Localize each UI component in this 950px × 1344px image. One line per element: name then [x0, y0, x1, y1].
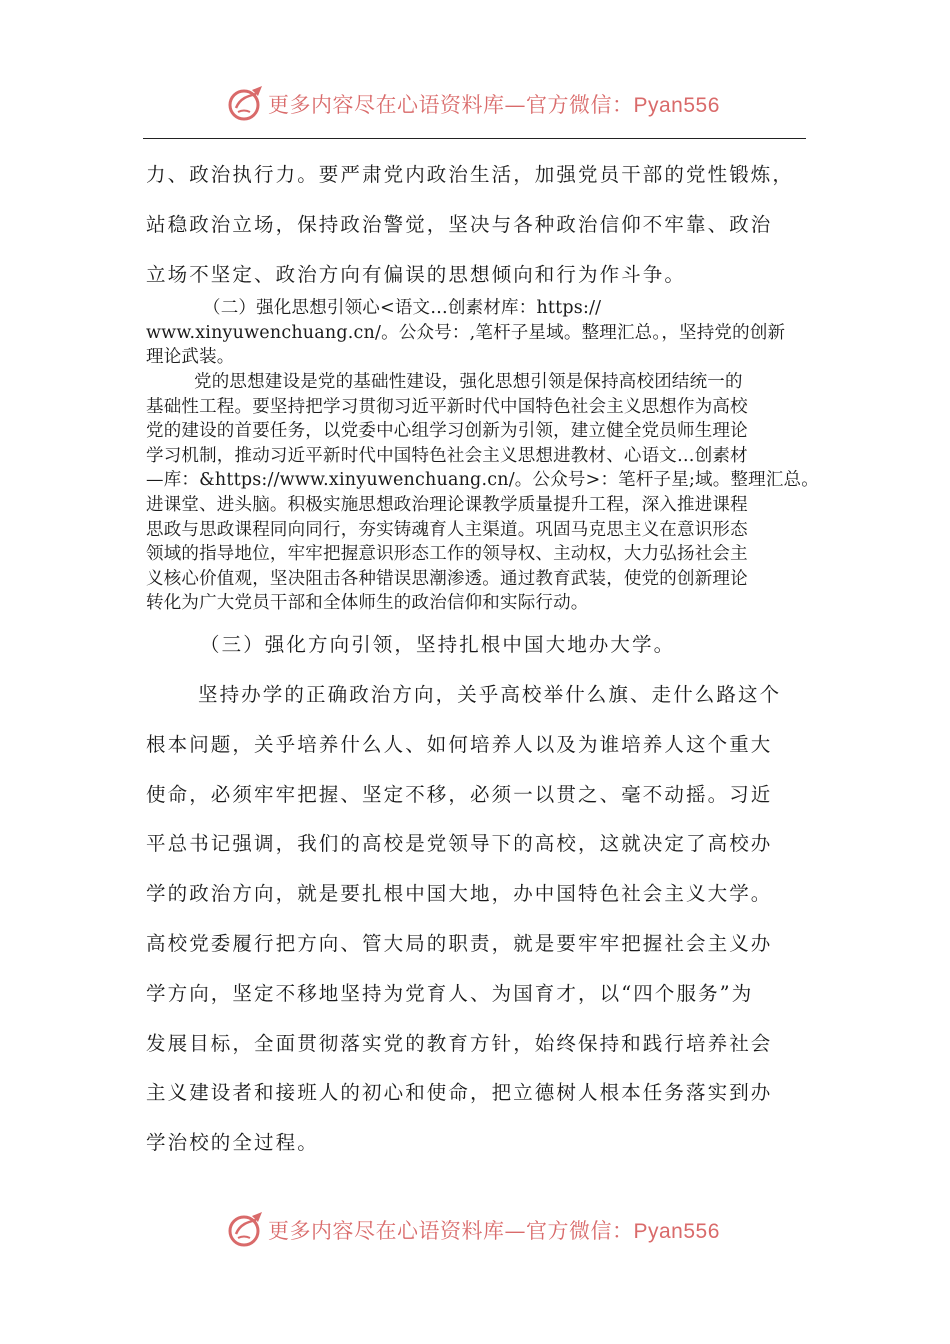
text-line: 学习机制，推动习近平新时代中国特色社会主义思想进教材、心语文…创素材: [146, 445, 748, 466]
text-line: —库：&https://www.xinyuwenchuang.cn/。公众号>：笔杆子星;域。整理汇总。: [146, 470, 819, 491]
text-line: 力、政治执行力。要严肃党内政治生活，加强党员干部的党性锻炼，: [146, 163, 795, 186]
footer-banner-id: Pyan556: [633, 1220, 720, 1243]
footer-banner: [226, 1210, 746, 1250]
text-line: 党的建设的首要任务，以党委中心组学习创新为引领，建立健全党员师生理论: [146, 421, 748, 442]
header-banner: [226, 84, 746, 124]
paragraph-3: [146, 370, 819, 616]
header-rule: [143, 138, 806, 139]
header-banner-text: 更多内容尽在心语资料库—官方微信：Pyan556: [268, 93, 720, 117]
text-line: 党的思想建设是党的基础性建设，强化思想引领是保持高校团结统一的: [194, 372, 743, 392]
text-line: 学的政治方向，就是要扎根中国大地，办中国特色社会主义大学。: [146, 882, 773, 906]
paragraph-1: [146, 150, 806, 299]
text-line: 坚持办学的正确政治方向，关乎高校举什么旗、走什么路这个: [198, 683, 782, 706]
paragraph-4-heading: [146, 620, 806, 670]
text-line: 学治校的全过程。: [146, 1131, 319, 1155]
footer-banner-text: 更多内容尽在心语资料库—官方微信：Pyan556: [268, 1219, 720, 1243]
text-line: www.xinyuwenchuang.cn/。公众号：,笔杆子星域。整理汇总。，坚持党的创新: [146, 322, 786, 343]
text-line: 平总书记强调，我们的高校是党领导下的高校，这就决定了高校办: [146, 832, 773, 856]
text-line: 思政与思政课程同向同行，夯实铸魂育人主渠道。巩固马克思主义在意识形态: [146, 519, 748, 540]
paragraph-5: [146, 670, 806, 1168]
text-line: 义核心价值观，坚决阻击各种错误思潮渗透。通过教育武装，使党的创新理论: [146, 568, 748, 589]
text-line: （三）强化方向引领，坚持扎根中国大地办大学。: [200, 633, 676, 656]
writing-logo-icon: [226, 84, 266, 124]
header-banner-id: Pyan556: [633, 94, 720, 117]
text-line: 根本问题，关乎培养什么人、如何培养人以及为谁培养人这个重大: [146, 732, 773, 756]
text-line: 高校党委履行把方向、管大局的职责，就是要牢牢把握社会主义办: [146, 931, 773, 955]
text-line: 转化为广大党员干部和全体师生的政治信仰和实际行动。: [146, 593, 589, 614]
text-line: 站稳政治立场，保持政治警觉，坚决与各种政治信仰不牢靠、政治: [146, 212, 773, 236]
text-line: 立场不坚定、政治方向有偏误的思想倾向和行为作斗争。: [146, 262, 687, 286]
text-line: 主义建设者和接班人的初心和使命，把立德树人根本任务落实到办: [146, 1081, 773, 1105]
text-line: 理论武装。: [146, 347, 235, 368]
text-line: 进课堂、进头脑。积极实施思想政治理论课教学质量提升工程，深入推进课程: [146, 494, 748, 515]
text-line: 基础性工程。要坚持把学习贯彻习近平新时代中国特色社会主义思想作为高校: [146, 396, 748, 417]
text-line: 学方向，坚定不移地坚持为党育人、为国育才，以“四个服务”为: [146, 981, 754, 1005]
text-line: （二）强化思想引领心<语文…创素材库：https://: [203, 298, 602, 318]
paragraph-2-heading: [146, 296, 806, 370]
text-line: 领域的指导地位，牢牢把握意识形态工作的领导权、主动权，大力弘扬社会主: [146, 544, 748, 565]
text-line: 使命，必须牢牢把握、坚定不移，必须一以贯之、毫不动摇。习近: [146, 782, 773, 806]
writing-logo-icon: [226, 1210, 266, 1250]
text-line: 发展目标，全面贯彻落实党的教育方针，始终保持和践行培养社会: [146, 1031, 773, 1055]
